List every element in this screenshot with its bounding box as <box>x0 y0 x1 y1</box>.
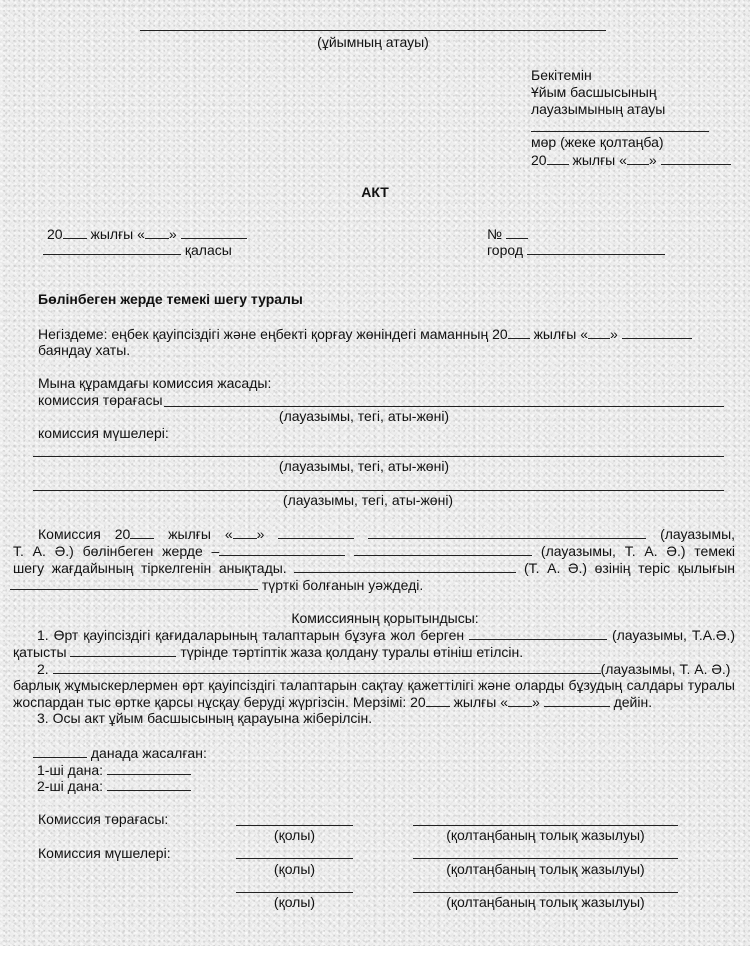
conclusion-item-2 <box>37 660 730 678</box>
copies-count-blank[interactable] <box>33 744 87 758</box>
signature-chair-name-line[interactable] <box>413 825 678 826</box>
act-city-label: қаласы <box>184 242 232 258</box>
copy-2 <box>37 777 191 795</box>
commission-chair-line[interactable] <box>164 406 724 407</box>
signature-member-1-sign-line[interactable] <box>236 858 353 859</box>
commission-member-caption-1: (лауазымы, тегі, аты-жөні) <box>278 458 450 474</box>
basis-year-word: жылғы « <box>533 326 589 342</box>
commission-member-caption-2: (лауазымы, тегі, аты-жөні) <box>282 492 454 508</box>
act-city-ru-blank[interactable] <box>527 241 665 255</box>
conclusion-deadline-year-blank[interactable] <box>426 693 450 707</box>
copy-1-blank[interactable] <box>107 761 191 775</box>
approval-year-word: жылғы « <box>572 152 627 168</box>
body-motivated-text: түрткі болғанын уәждеді. <box>261 577 424 593</box>
signature-member-2-sign-caption: (қолы) <box>273 894 316 910</box>
conclusion-item-2-line-2: барлық жұмыскерлермен өрт қауіпсіздігі талаптарын сақтау қажеттілігі және оларды бұзудың салдары туралы <box>13 677 735 693</box>
approval-head-position-2: лауазымының атауы <box>531 101 666 117</box>
document-title: АКТ <box>361 184 389 200</box>
body-line-1 <box>38 525 735 543</box>
signature-chair-sign-line[interactable] <box>236 825 353 826</box>
copy-2-label: 2-ші дана: <box>37 778 104 794</box>
body-offender-blank[interactable] <box>368 525 646 539</box>
act-date-prefix: 20 <box>47 226 63 242</box>
signature-member-2-sign-line[interactable] <box>236 892 353 893</box>
body-day-open: « <box>224 526 233 542</box>
conclusion-deadline-month-blank[interactable] <box>544 693 610 707</box>
signature-member-1-name-caption: (қолтаңбаның толық жазылуы) <box>446 861 645 877</box>
act-year-word: жылғы « <box>90 226 145 242</box>
signature-member-1-sign-caption: (қолы) <box>273 861 316 877</box>
commission-member-line-1[interactable] <box>33 456 724 457</box>
body-commission-word: Комиссия <box>38 526 101 542</box>
body-line-3 <box>13 559 735 577</box>
basis-month-blank[interactable] <box>622 325 692 339</box>
act-city-blank[interactable] <box>43 241 181 255</box>
body-year-prefix: 20 <box>114 526 131 542</box>
act-city-ru <box>487 241 665 259</box>
conclusion-item-2-blank[interactable] <box>53 660 601 674</box>
signature-member-1-name-line[interactable] <box>413 858 678 859</box>
basis-line-1 <box>38 325 692 343</box>
conclusion-deadline-text: жоспардан тыс өртке қарсы нұсқау беруді жүргізсін. Мерзімі: 20 <box>13 694 426 710</box>
conclusion-item-1-regarding: қатысты <box>13 644 67 660</box>
commission-intro: Мына құрамдағы комиссия жасады: <box>38 375 272 391</box>
conclusion-item-2-line-3 <box>13 693 652 711</box>
approval-date <box>531 151 731 169</box>
approval-signature-line[interactable] <box>531 131 709 132</box>
conclusion-item-2-caption: (лауазымы, Т. А. Ә.) <box>600 661 731 677</box>
act-city <box>43 241 232 259</box>
copies-made <box>33 744 207 762</box>
approval-head-position: Ұйым басшысының <box>531 84 657 100</box>
org-name-caption: (ұйымның атауы) <box>317 34 429 50</box>
approval-seal-caption: мөр (жеке қолтаңба) <box>531 134 664 150</box>
basis-line-2: баяндау хаты. <box>38 342 131 358</box>
act-number-blank[interactable] <box>506 225 528 239</box>
conclusion-item-1-caption: (лауазымы, Т.А.Ә.) <box>611 627 736 643</box>
basis-date-close: » <box>610 326 618 342</box>
copy-1-label: 1-ші дана: <box>37 762 104 778</box>
conclusion-item-1-end: түрінде тәртіптік жаза қолдану туралы өтініш етілсін. <box>180 644 524 660</box>
basis-text: Негіздеме: еңбек қауіпсіздігі және еңбекті қорғау жөніндегі маманның 20 <box>38 326 508 342</box>
act-day-blank[interactable] <box>145 225 169 239</box>
approval-date-close: » <box>648 152 657 168</box>
signature-chair-label: Комиссия төрағасы: <box>38 811 169 827</box>
body-place-text: Т. А. Ә.) бөлінбеген жерде – <box>13 543 220 559</box>
conclusion-penalty-blank[interactable] <box>70 643 176 657</box>
body-fixed-text: шегу жағдайының тіркелгенін анықтады. <box>13 560 287 576</box>
act-city-ru-label: город <box>487 242 524 258</box>
act-month-blank[interactable] <box>181 225 247 239</box>
body-smoking-caption: (лауазымы, Т. А. Ә.) темекі <box>540 543 735 559</box>
signature-members-label: Комиссия мүшелері: <box>38 845 171 861</box>
conclusion-item-3: 3. Осы акт ұйым басшысының қарауына жіберілсін. <box>37 710 373 726</box>
approval-year-blank[interactable] <box>547 151 569 165</box>
act-date-close: » <box>168 226 177 242</box>
act-subject: Бөлінбеген жерде темекі шегу туралы <box>38 291 303 307</box>
basis-day-blank[interactable] <box>588 325 610 339</box>
conclusion-item-1-cont <box>13 643 523 661</box>
conclusion-item-2-number: 2. <box>37 661 49 677</box>
approval-month-blank[interactable] <box>661 151 731 165</box>
copy-2-blank[interactable] <box>107 777 191 791</box>
body-year-word: жылғы <box>168 526 211 542</box>
act-year-blank[interactable] <box>63 225 87 239</box>
signature-member-2-name-caption: (қолтаңбаның толық жазылуы) <box>446 894 645 910</box>
conclusion-deadline-day-blank[interactable] <box>508 693 532 707</box>
approval-day-blank[interactable] <box>627 151 649 165</box>
commission-chair-caption: (лауазымы, тегі, аты-жөні) <box>278 408 450 424</box>
approval-title: Бекітемін <box>531 67 592 83</box>
body-day-blank[interactable] <box>233 525 257 539</box>
copies-made-text: данада жасалған: <box>90 745 207 761</box>
signature-member-2-name-line[interactable] <box>413 892 678 893</box>
signature-chair-sign-caption: (қолы) <box>273 827 316 843</box>
conclusion-deadline-year-word: жылғы « <box>453 694 509 710</box>
act-number-label: № <box>487 226 503 242</box>
body-day-close: » <box>256 526 265 542</box>
signature-chair-name-caption: (қолтаңбаның толық жазылуы) <box>446 827 645 843</box>
conclusion-item-1-text: 1. Өрт қауіпсіздігі қағидаларының талаптарын бұзуға жол берген <box>37 627 465 643</box>
body-misconduct-text: (Т. А. Ә.) өзінің теріс қылығын <box>523 560 736 576</box>
body-place-blank[interactable] <box>219 542 345 556</box>
conclusion-deadline-close: » <box>532 694 540 710</box>
org-name-line[interactable] <box>140 30 606 31</box>
body-reason-blank[interactable] <box>10 576 258 590</box>
conclusion-deadline-until: дейін. <box>613 694 653 710</box>
commission-chair-label: комиссия төрағасы <box>38 392 163 408</box>
commission-member-line-2[interactable] <box>33 490 724 491</box>
approval-date-prefix: 20 <box>531 152 547 168</box>
basis-year-blank[interactable] <box>508 325 530 339</box>
conclusion-item-1-blank[interactable] <box>469 626 607 640</box>
body-line-4 <box>10 576 423 594</box>
commission-members-label: комиссия мүшелері: <box>38 425 169 441</box>
conclusion-item-1 <box>37 626 735 644</box>
body-year-blank[interactable] <box>130 525 154 539</box>
body-line-2 <box>13 542 735 560</box>
body-name-blank[interactable] <box>294 559 516 573</box>
body-position-caption: (лауазымы, <box>660 526 736 542</box>
conclusion-heading: Комиссияның қорытындысы: <box>291 610 479 626</box>
body-month-blank[interactable] <box>278 525 354 539</box>
body-witness-blank[interactable] <box>354 542 532 556</box>
